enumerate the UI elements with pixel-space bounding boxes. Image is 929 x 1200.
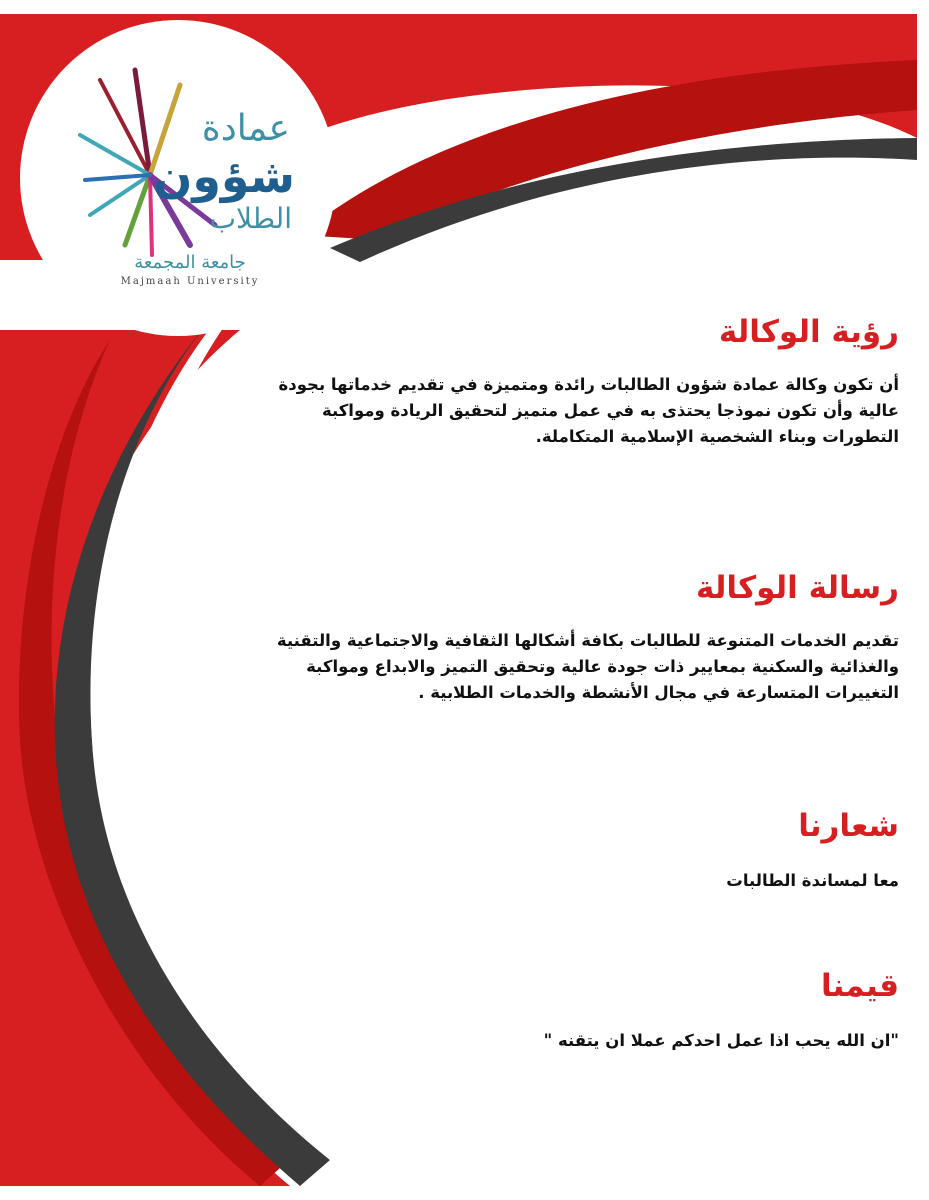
- logo-text-deanship: عمادة: [201, 108, 290, 149]
- mission-text: تقديم الخدمات المتنوعة للطالبات بكافة أشكالها الثقافية والاجتماعية والتقنية والغذائية والسكنية بمعايير ذات جودة عالية وتحقيق التميز والابداع ومواكبة التغييرات المتسارعة في مجال الأنشطة والخدمات الطلابية .: [276, 631, 899, 702]
- logo-text-university-arabic: جامعة المجمعة: [134, 252, 246, 273]
- vision-title: رؤية الوكالة: [718, 314, 899, 350]
- logo-text-affairs: شؤون: [153, 149, 295, 203]
- mission-title: رسالة الوكالة: [695, 570, 899, 606]
- mission-section: [249, 568, 899, 706]
- slogan-text: معا لمساندة الطالبات: [726, 871, 899, 890]
- logo-text-university-english: Majmaah University: [120, 276, 260, 287]
- logo-text-students: الطلاب: [209, 202, 292, 235]
- slogan-title: شعارنا: [798, 808, 899, 844]
- values-section: [399, 966, 899, 1054]
- vision-text: أن تكون وكالة عمادة شؤون الطالبات رائدة ومتميزة في تقديم خدماتها بجودة عالية وأن تكون نموذجا يحتذى به في عمل متميز لتحقيق الريادة ومواكبة التطورات وبناء الشخصية الإسلامية المتكاملة.: [278, 375, 899, 446]
- values-title: قيمنا: [820, 968, 899, 1004]
- values-text: "ان الله يحب اذا عمل احدكم عملا ان يتقنه ": [543, 1031, 899, 1050]
- slogan-section: [399, 806, 899, 894]
- deanship-logo: [40, 40, 330, 310]
- vision-section: [269, 312, 899, 450]
